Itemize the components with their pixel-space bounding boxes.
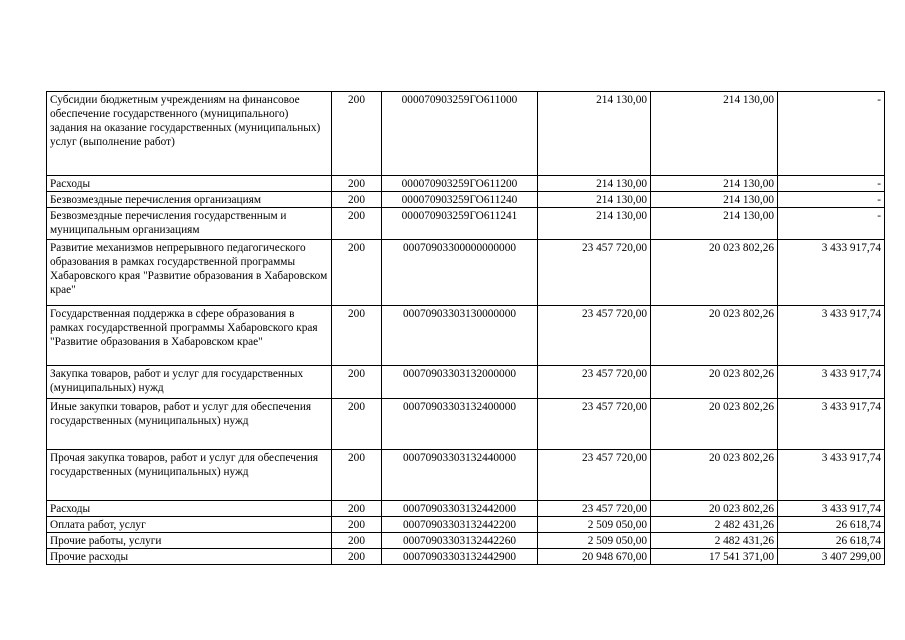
table-row	[47, 92, 885, 176]
row-executed: 20 023 802,26	[651, 501, 778, 517]
table-row	[47, 192, 885, 208]
row-unexecuted: 3 433 917,74	[778, 450, 885, 501]
row-assigned: 23 457 720,00	[538, 501, 651, 517]
row-assigned: 2 509 050,00	[538, 533, 651, 549]
row-name: Прочие работы, услуги	[47, 533, 332, 549]
row-line-code: 200	[332, 208, 382, 240]
row-assigned: 214 130,00	[538, 192, 651, 208]
row-budget-code: 00070903303132442000	[382, 501, 538, 517]
row-assigned: 23 457 720,00	[538, 366, 651, 399]
row-name: Безвозмездные перечисления организациям	[47, 192, 332, 208]
row-line-code: 200	[332, 92, 382, 176]
row-executed: 20 023 802,26	[651, 399, 778, 450]
row-executed: 214 130,00	[651, 176, 778, 192]
row-executed: 2 482 431,26	[651, 517, 778, 533]
row-unexecuted: 3 433 917,74	[778, 306, 885, 366]
table-row	[47, 240, 885, 306]
row-name: Безвозмездные перечисления государственным и муниципальным организациям	[47, 208, 332, 240]
row-name: Прочая закупка товаров, работ и услуг для обеспечения государственных (муниципальных) нужд	[47, 450, 332, 501]
row-line-code: 200	[332, 176, 382, 192]
row-line-code: 200	[332, 533, 382, 549]
row-budget-code: 00070903303130000000	[382, 306, 538, 366]
row-assigned: 214 130,00	[538, 176, 651, 192]
row-executed: 214 130,00	[651, 208, 778, 240]
row-assigned: 23 457 720,00	[538, 450, 651, 501]
row-assigned: 23 457 720,00	[538, 399, 651, 450]
row-budget-code: 00070903303132442200	[382, 517, 538, 533]
table-row	[47, 208, 885, 240]
row-executed: 17 541 371,00	[651, 549, 778, 565]
row-line-code: 200	[332, 517, 382, 533]
row-executed: 20 023 802,26	[651, 366, 778, 399]
row-unexecuted: -	[778, 92, 885, 176]
row-line-code: 200	[332, 192, 382, 208]
table-row	[47, 399, 885, 450]
row-executed: 214 130,00	[651, 92, 778, 176]
table-row	[47, 533, 885, 549]
row-line-code: 200	[332, 549, 382, 565]
row-name: Прочие расходы	[47, 549, 332, 565]
row-unexecuted: 3 433 917,74	[778, 501, 885, 517]
row-budget-code: 000070903259ГО611000	[382, 92, 538, 176]
row-assigned: 214 130,00	[538, 208, 651, 240]
table-row	[47, 366, 885, 399]
row-budget-code: 00070903303132440000	[382, 450, 538, 501]
row-assigned: 23 457 720,00	[538, 306, 651, 366]
row-unexecuted: 3 407 299,00	[778, 549, 885, 565]
table-row	[47, 306, 885, 366]
budget-execution-table	[46, 91, 885, 565]
row-name: Закупка товаров, работ и услуг для государственных (муниципальных) нужд	[47, 366, 332, 399]
row-budget-code: 00070903303132442260	[382, 533, 538, 549]
row-name: Развитие механизмов непрерывного педагогического образования в рамках государственной программы Хабаровского края "Развитие образования в Хабаровском крае"	[47, 240, 332, 306]
row-unexecuted: 3 433 917,74	[778, 240, 885, 306]
row-budget-code: 00070903303132442900	[382, 549, 538, 565]
row-assigned: 2 509 050,00	[538, 517, 651, 533]
row-name: Расходы	[47, 501, 332, 517]
row-executed: 20 023 802,26	[651, 240, 778, 306]
row-name: Расходы	[47, 176, 332, 192]
row-budget-code: 000070903259ГО611241	[382, 208, 538, 240]
row-name: Государственная поддержка в сфере образования в рамках государственной программы Хабаровского края "Развитие образования в Хабаровском крае"	[47, 306, 332, 366]
row-unexecuted: -	[778, 192, 885, 208]
row-executed: 20 023 802,26	[651, 306, 778, 366]
row-budget-code: 000070903259ГО611240	[382, 192, 538, 208]
row-unexecuted: 26 618,74	[778, 533, 885, 549]
row-executed: 20 023 802,26	[651, 450, 778, 501]
row-line-code: 200	[332, 399, 382, 450]
table-row	[47, 450, 885, 501]
row-line-code: 200	[332, 306, 382, 366]
row-assigned: 20 948 670,00	[538, 549, 651, 565]
row-assigned: 23 457 720,00	[538, 240, 651, 306]
table-row	[47, 501, 885, 517]
row-unexecuted: 3 433 917,74	[778, 399, 885, 450]
table-row	[47, 517, 885, 533]
row-name: Оплата работ, услуг	[47, 517, 332, 533]
row-assigned: 214 130,00	[538, 92, 651, 176]
row-unexecuted: -	[778, 176, 885, 192]
row-line-code: 200	[332, 450, 382, 501]
row-budget-code: 00070903303132000000	[382, 366, 538, 399]
row-line-code: 200	[332, 240, 382, 306]
row-name: Иные закупки товаров, работ и услуг для обеспечения государственных (муниципальных) нужд	[47, 399, 332, 450]
row-budget-code: 00070903303132400000	[382, 399, 538, 450]
row-unexecuted: -	[778, 208, 885, 240]
row-budget-code: 00070903300000000000	[382, 240, 538, 306]
row-line-code: 200	[332, 366, 382, 399]
table-row	[47, 176, 885, 192]
row-budget-code: 000070903259ГО611200	[382, 176, 538, 192]
row-line-code: 200	[332, 501, 382, 517]
row-executed: 2 482 431,26	[651, 533, 778, 549]
row-executed: 214 130,00	[651, 192, 778, 208]
row-unexecuted: 3 433 917,74	[778, 366, 885, 399]
row-unexecuted: 26 618,74	[778, 517, 885, 533]
table-row	[47, 549, 885, 565]
row-name: Субсидии бюджетным учреждениям на финансовое обеспечение государственного (муниципального) задания на оказание государственных (муниципальных) услуг (выполнение работ)	[47, 92, 332, 176]
